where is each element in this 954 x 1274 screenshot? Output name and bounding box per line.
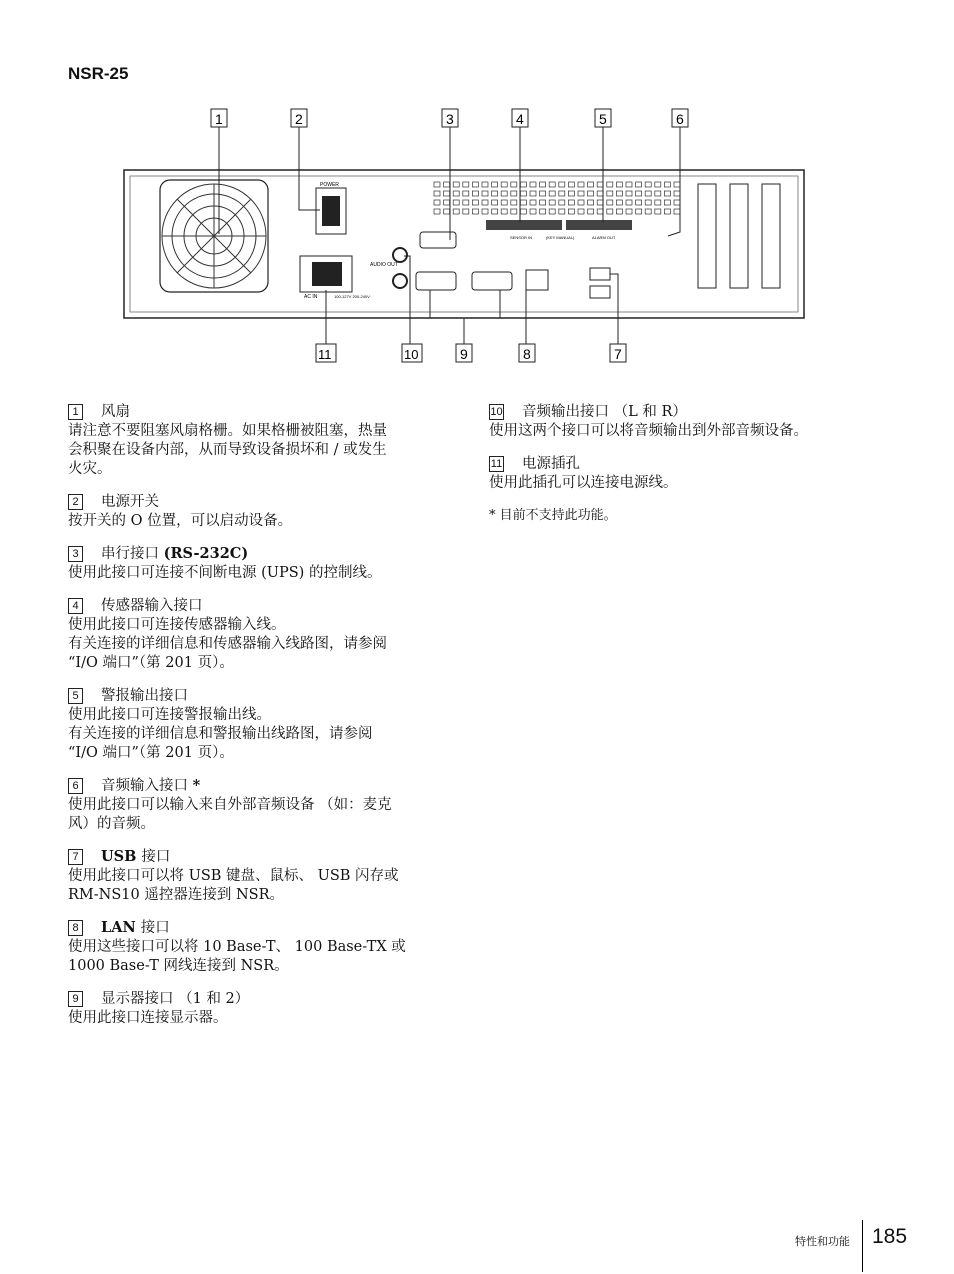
svg-text:AC IN: AC IN <box>304 294 318 300</box>
footer-divider <box>862 1220 863 1272</box>
vent-slot <box>588 200 594 205</box>
vent-slot <box>472 182 478 187</box>
lan-port <box>526 270 548 290</box>
vent-slot <box>434 191 440 196</box>
item-title: 音频输入接口 * <box>101 777 201 794</box>
item-number-badge: 11 <box>489 456 504 472</box>
item-number-badge: 10 <box>489 404 504 420</box>
vent-slot <box>626 209 632 214</box>
rear-panel-diagram <box>0 0 954 400</box>
vent-slot <box>501 191 507 196</box>
vent-slot <box>453 209 459 214</box>
vent-slot <box>463 182 469 187</box>
feature-item <box>68 544 448 583</box>
vent-slot <box>655 200 661 205</box>
audio-out-jack <box>393 274 407 288</box>
item-description: 使用此接口可连接警报输出线。 有关连接的详细信息和警报输出线路图，请参阅 “I/O 端口”（第 201 页）。 <box>68 707 373 761</box>
item-description: 使用此接口可连接不间断电源 (UPS) 的控制线。 <box>68 565 382 581</box>
vent-slot <box>540 182 546 187</box>
vent-slot <box>492 209 498 214</box>
vent-slot <box>597 209 603 214</box>
model-title: NSR-25 <box>68 64 129 83</box>
vent-slot <box>664 182 670 187</box>
vent-slot <box>568 182 574 187</box>
svg-text:2: 2 <box>295 111 303 127</box>
vent-slot <box>453 182 459 187</box>
vent-slot <box>549 182 555 187</box>
feature-item <box>68 989 448 1028</box>
vent-slot <box>568 191 574 196</box>
vent-slot <box>444 200 450 205</box>
item-number-badge: 4 <box>68 598 83 614</box>
callouts-bottom <box>316 344 626 362</box>
vent-slot <box>530 182 536 187</box>
item-title: LAN 接口 <box>101 919 170 936</box>
vent-slot <box>520 200 526 205</box>
item-title: 警报输出接口 <box>101 688 188 704</box>
vent-slot <box>645 182 651 187</box>
item-number-badge: 9 <box>68 991 83 1007</box>
vent-slot <box>453 200 459 205</box>
vent-slot <box>511 200 517 205</box>
svg-text:8: 8 <box>523 346 531 362</box>
sensor-in-terminal <box>486 220 562 230</box>
vent-slot <box>540 191 546 196</box>
vent-slot <box>636 200 642 205</box>
item-title: 电源插孔 <box>522 456 580 472</box>
vent-slot <box>645 200 651 205</box>
item-title: 电源开关 <box>101 494 159 510</box>
feature-item <box>68 402 448 479</box>
vent-slot <box>616 182 622 187</box>
item-number-badge: 3 <box>68 546 83 562</box>
vent-slot <box>588 191 594 196</box>
vent-slot <box>616 200 622 205</box>
feature-item <box>68 847 448 905</box>
vent-slot <box>530 209 536 214</box>
item-title: 串行接口 (RS-232C) <box>101 545 249 562</box>
vent-slot <box>568 209 574 214</box>
vent-slot <box>549 191 555 196</box>
svg-text:3: 3 <box>446 111 454 127</box>
vent-slot <box>453 191 459 196</box>
item-number-badge: 7 <box>68 849 83 865</box>
item-title: 传感器输入接口 <box>101 598 203 614</box>
vent-slot <box>482 200 488 205</box>
description-column-right <box>489 402 889 525</box>
vent-slot <box>578 182 584 187</box>
fan-icon <box>160 180 268 292</box>
feature-item <box>68 918 448 976</box>
item-title: 显示器接口 （1 和 2） <box>101 991 250 1007</box>
power-label: POWER <box>320 182 339 188</box>
feature-item <box>68 776 448 834</box>
svg-text:ALARM OUT: ALARM OUT <box>592 235 616 240</box>
vent-slot <box>655 191 661 196</box>
vent-slot <box>472 209 478 214</box>
item-description: 请注意不要阻塞风扇格栅。如果格栅被阻塞，热量 会积聚在设备内部，从而导致设备损坏和 / 或发生 火灾。 <box>68 423 387 477</box>
usb-port-2 <box>590 286 610 298</box>
expansion-slot <box>730 184 748 288</box>
feature-item <box>489 454 889 493</box>
vent-slot <box>607 191 613 196</box>
item-title: 音频输出接口 （L 和 R） <box>522 404 687 420</box>
vent-slot <box>463 200 469 205</box>
vent-slot <box>472 191 478 196</box>
item-description: 使用此接口可以输入来自外部音频设备 （如：麦克 风）的音频。 <box>68 797 392 832</box>
feature-item <box>68 596 448 673</box>
item-description: 按开关的 O 位置，可以启动设备。 <box>68 513 293 529</box>
vent-slot <box>588 209 594 214</box>
svg-text:AUDIO OUT: AUDIO OUT <box>370 262 398 268</box>
item-title: 风扇 <box>101 404 130 420</box>
vent-slot <box>664 200 670 205</box>
vent-slot <box>492 200 498 205</box>
vent-slot <box>674 209 680 214</box>
vent-slot <box>482 191 488 196</box>
item-number-badge: 6 <box>68 778 83 794</box>
svg-text:6: 6 <box>676 111 684 127</box>
vent-slot <box>636 182 642 187</box>
vent-slot <box>530 200 536 205</box>
vent-slot <box>626 191 632 196</box>
vent-slot <box>444 182 450 187</box>
vent-slot <box>540 209 546 214</box>
svg-text:5: 5 <box>599 111 607 127</box>
item-description: 使用这两个接口可以将音频输出到外部音频设备。 <box>489 423 808 439</box>
audio-in-jack <box>393 248 407 262</box>
callouts-top <box>211 109 688 127</box>
page-number: 185 <box>872 1225 908 1248</box>
vent-slot <box>472 200 478 205</box>
svg-text:SENSOR IN: SENSOR IN <box>510 235 533 240</box>
usb-port-1 <box>590 268 610 280</box>
vent-slot <box>655 182 661 187</box>
vent-slot <box>463 191 469 196</box>
feature-item <box>489 402 889 441</box>
item-number-badge: 1 <box>68 404 83 420</box>
vent-slot <box>578 191 584 196</box>
vent-slot <box>463 209 469 214</box>
vent-slot <box>540 200 546 205</box>
vent-slot <box>674 200 680 205</box>
vent-slot <box>501 182 507 187</box>
vent-slot <box>549 200 555 205</box>
monitor-port-1 <box>416 272 456 290</box>
vent-slot <box>597 182 603 187</box>
footer-section: 特性和功能 <box>795 1235 850 1248</box>
vent-slot <box>511 209 517 214</box>
vent-slot <box>511 182 517 187</box>
item-description: 使用这些接口可以将 10 Base-T、 100 Base-TX 或 1000 Base-T 网线连接到 NSR。 <box>68 939 406 974</box>
description-column-left <box>68 402 448 1041</box>
expansion-slot <box>762 184 780 288</box>
feature-item <box>68 492 448 531</box>
item-title: USB 接口 <box>101 848 171 865</box>
vent-slot <box>626 200 632 205</box>
item-description: 使用此接口连接显示器。 <box>68 1010 228 1026</box>
monitor-port-2 <box>472 272 512 290</box>
vent-slot <box>578 200 584 205</box>
vent-slot <box>588 182 594 187</box>
vent-slot <box>597 200 603 205</box>
item-number-badge: 5 <box>68 688 83 704</box>
vent-slot <box>434 182 440 187</box>
vent-slot <box>501 200 507 205</box>
vent-slot <box>607 209 613 214</box>
vent-slot <box>607 182 613 187</box>
vent-slot <box>520 209 526 214</box>
vent-slot <box>549 209 555 214</box>
footnote: * 目前不支持此功能。 <box>489 508 617 523</box>
vent-slot <box>501 209 507 214</box>
vent-slot <box>444 209 450 214</box>
svg-text:(KEY MANUAL): (KEY MANUAL) <box>546 235 575 240</box>
vent-slot <box>482 209 488 214</box>
item-description: 使用此接口可以将 USB 键盘、鼠标、 USB 闪存或 RM-NS10 遥控器连接到 NSR。 <box>68 868 399 903</box>
svg-text:1: 1 <box>215 111 223 127</box>
vent-slot <box>559 209 565 214</box>
vent-slot <box>597 191 603 196</box>
vent-slot <box>520 182 526 187</box>
vent-slot <box>482 182 488 187</box>
vent-slot <box>626 182 632 187</box>
expansion-slot <box>698 184 716 288</box>
vent-grid <box>434 182 680 214</box>
svg-text:4: 4 <box>516 111 524 127</box>
vent-slot <box>674 182 680 187</box>
vent-slot <box>559 200 565 205</box>
item-number-badge: 2 <box>68 494 83 510</box>
vent-slot <box>511 191 517 196</box>
feature-item <box>68 686 448 763</box>
vent-slot <box>664 191 670 196</box>
vent-slot <box>492 191 498 196</box>
vent-slot <box>636 209 642 214</box>
vent-slot <box>616 191 622 196</box>
chassis-outline <box>124 170 804 318</box>
vent-slot <box>607 200 613 205</box>
vent-slot <box>664 209 670 214</box>
vent-slot <box>520 191 526 196</box>
svg-text:7: 7 <box>614 346 622 362</box>
svg-text:11: 11 <box>318 347 332 362</box>
vent-slot <box>559 182 565 187</box>
vent-slot <box>674 191 680 196</box>
vent-slot <box>434 209 440 214</box>
vent-slot <box>492 182 498 187</box>
item-number-badge: 8 <box>68 920 83 936</box>
vent-slot <box>568 200 574 205</box>
svg-text:10: 10 <box>404 347 419 362</box>
vent-slot <box>655 209 661 214</box>
vent-slot <box>530 191 536 196</box>
vent-slot <box>645 209 651 214</box>
vent-slot <box>559 191 565 196</box>
svg-text:9: 9 <box>460 346 468 362</box>
vent-slot <box>578 209 584 214</box>
vent-slot <box>434 200 440 205</box>
vent-slot <box>636 191 642 196</box>
serial-port <box>420 232 456 248</box>
vent-slot <box>616 209 622 214</box>
item-description: 使用此插孔可以连接电源线。 <box>489 475 678 491</box>
item-description: 使用此接口可连接传感器输入线。 有关连接的详细信息和传感器输入线路图，请参阅 “I/O 端口”（第 201 页）。 <box>68 617 387 671</box>
svg-text:100-127V 200-240V: 100-127V 200-240V <box>334 294 370 299</box>
vent-slot <box>444 191 450 196</box>
alarm-out-terminal <box>566 220 632 230</box>
vent-slot <box>645 191 651 196</box>
